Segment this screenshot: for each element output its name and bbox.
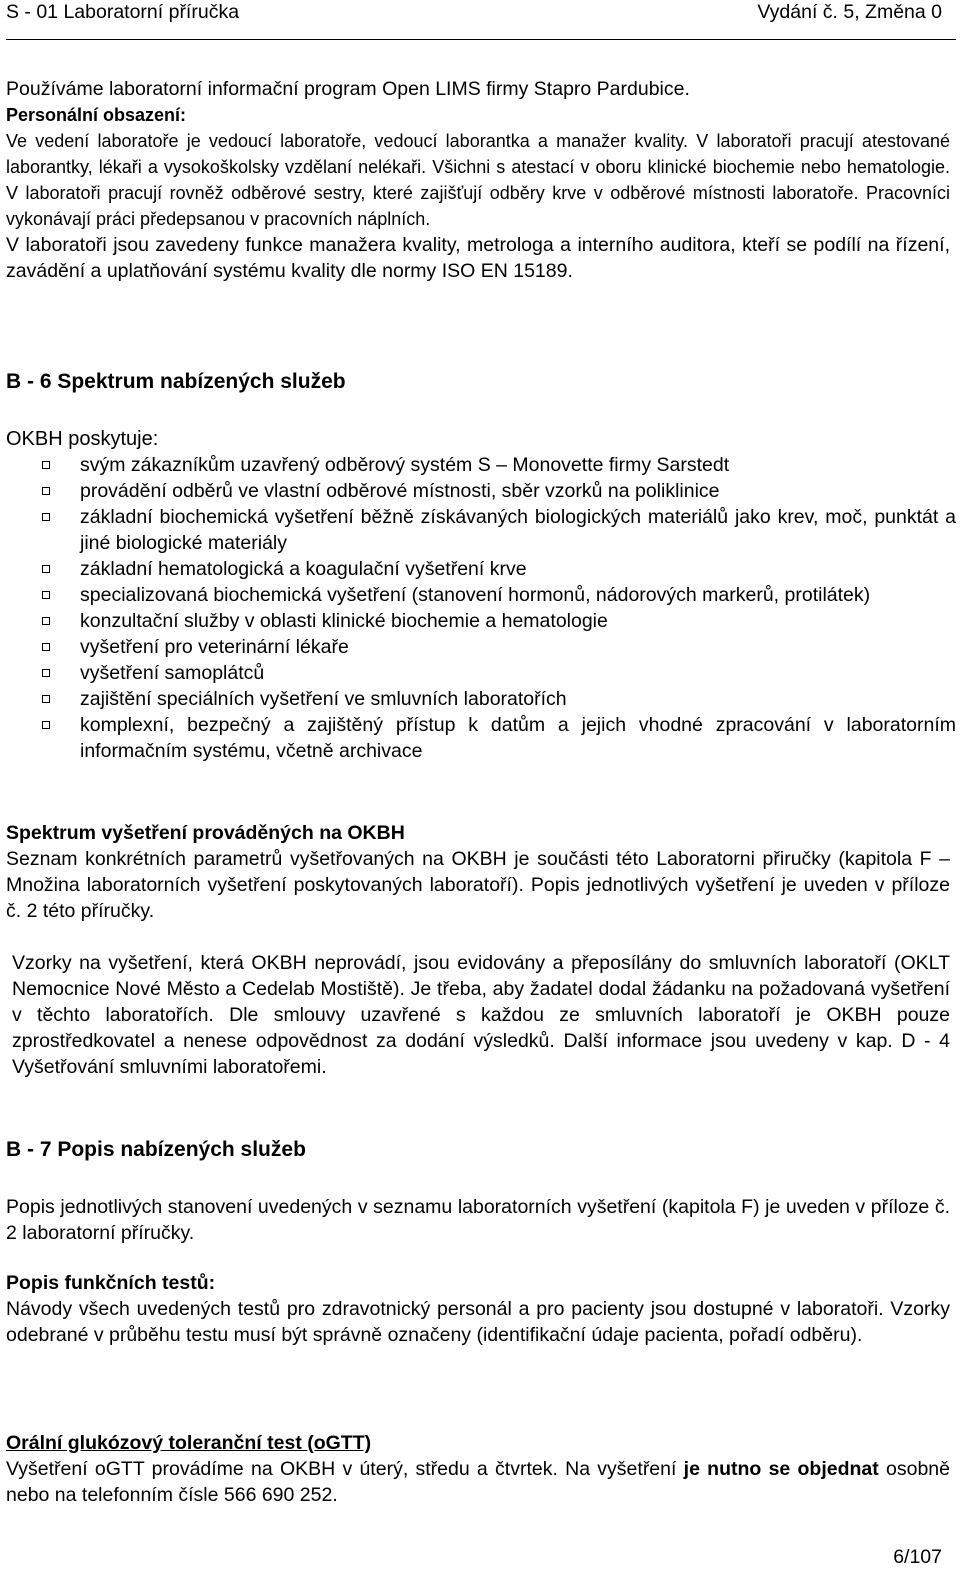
okbh-heading: OKBH poskytuje: — [6, 428, 159, 450]
list-item: svým zákazníkům uzavřený odběrový systém S – Monovette firmy Sarstedt — [6, 452, 956, 478]
checkbox-bullet-icon — [42, 617, 50, 625]
checkbox-bullet-icon — [42, 513, 50, 521]
functional-tests-paragraph: Návody všech uvedených testů pro zdravotnický personál a pro pacienty jsou dostupné v laboratoři. Vzorky odebrané v průběhu testu musí být správně označeny (identifikační údaje pacienta, pořadí odběru). — [6, 1298, 950, 1346]
checkbox-bullet-icon — [42, 669, 50, 677]
lims-paragraph: Používáme laboratorní informační program Open LIMS firmy Stapro Pardubice. — [6, 78, 690, 100]
page-header — [6, 0, 956, 40]
spektrum-paragraph: Seznam konkrétních parametrů vyšetřovaných na OKBH je součásti této Laboratorni přiručky (kapitola F – Množina laboratorních vyšetření poskytovaných laboratoří). Popis jednotlivých vyšetření je uveden v příloze č. 2 této příručky. — [6, 848, 950, 922]
list-item: základní hematologická a koagulační vyšetření krve — [6, 556, 956, 582]
section-b6-title: B - 6 Spektrum nabízených služeb — [6, 370, 346, 393]
functions-paragraph: V laboratoři jsou zavedeny funkce manažera kvality, metrologa a interního auditora, kteří se podílí na řízení, zavádění a uplatňování systému kvality dle normy ISO EN 15189. — [6, 234, 950, 282]
list-item: základní biochemická vyšetření běžně získávaných biologických materiálů jako krev, moč, punktát a jiné biologické materiály — [6, 504, 956, 556]
checkbox-bullet-icon — [42, 461, 50, 469]
spektrum-heading: Spektrum vyšetření prováděných na OKBH — [6, 822, 405, 844]
checkbox-bullet-icon — [42, 591, 50, 599]
ogtt-paragraph: Vyšetření oGTT provádíme na OKBH v úterý, středu a čtvrtek. Na vyšetření je nutno se objednat osobně nebo na telefonním čísle 566 690 252. — [6, 1458, 950, 1506]
list-item: konzultační služby v oblasti klinické biochemie a hematologie — [6, 608, 956, 634]
section-b7-title: B - 7 Popis nabízených služeb — [6, 1138, 306, 1161]
checkbox-bullet-icon — [42, 487, 50, 495]
checkbox-bullet-icon — [42, 695, 50, 703]
checkbox-bullet-icon — [42, 565, 50, 573]
popis-paragraph: Popis jednotlivých stanovení uvedených v seznamu laboratorních vyšetření (kapitola F) je uveden v příloze č. 2 laboratorní příručky. — [6, 1196, 950, 1244]
services-list — [6, 452, 956, 764]
ogtt-section — [6, 1430, 950, 1508]
list-item: vyšetření samoplátců — [6, 660, 956, 686]
spektrum-section — [6, 820, 950, 924]
functional-tests-heading: Popis funkčních testů: — [6, 1272, 216, 1294]
list-item: provádění odběrů ve vlastní odběrové místnosti, sběr vzorků na poliklinice — [6, 478, 956, 504]
list-item: zajištění speciálních vyšetření ve smluvních laboratořích — [6, 686, 956, 712]
ogtt-order-emphasis: je nutno se objednat — [683, 1458, 879, 1480]
checkbox-bullet-icon — [42, 643, 50, 651]
services-list-wrap — [6, 452, 956, 764]
header-document-title: S - 01 Laboratorní příručka — [6, 1, 240, 23]
functional-tests-section — [6, 1270, 950, 1348]
list-item: specializovaná biochemická vyšetření (stanovení hormonů, nádorových markerů, protilátek) — [6, 582, 956, 608]
checkbox-bullet-icon — [42, 721, 50, 729]
ogtt-heading: Orální glukózový toleranční test (oGTT) — [6, 1432, 372, 1454]
list-item: komplexní, bezpečný a zajištěný přístup k datům a jejich vhodné zpracování v laboratorním informačním systému, včetně archivace — [6, 712, 956, 764]
header-edition: Vydání č. 5, Změna 0 — [757, 1, 942, 23]
vzorky-paragraph: Vzorky na vyšetření, která OKBH neprovádí, jsou evidovány a přeposílány do smluvních laboratoří (OKLT Nemocnice Nové Město a Cedelab Mostiště). Je třeba, aby žadatel dodal žádanku na požadovaná vyšetření v těchto laboratořích. Dle smlouvy uzavřené s každou ze smluvních laboratoří je OKBH pouze zprostředkovatel a nenese odpovědnost za dodání výsledků. Další informace jsou uvedeny v kap. D - 4 Vyšetřování smluvními laboratořemi. — [12, 952, 950, 1078]
page-number: 6/107 — [893, 1546, 942, 1568]
intro-section — [6, 76, 950, 284]
document-page — [6, 0, 956, 1568]
staff-paragraph: Ve vedení laboratoře je vedoucí laboratoře, vedoucí laborantka a manažer kvality. V laboratoři pracují atestované laborantky, lékaři a vysokoškolsky vzdělaní nelékaři. Všichni s atestací v oboru klinické biochemie nebo hematologie. V laboratoři pracují rovněž odběrové sestry, které zajišťují odběry krve v odběrové místnosti laboratoře. Pracovníci vykonávají práci předepsanou v pracovních náplních. — [6, 131, 950, 229]
list-item: vyšetření pro veterinární lékaře — [6, 634, 956, 660]
staff-heading: Personální obsazení: — [6, 105, 187, 125]
